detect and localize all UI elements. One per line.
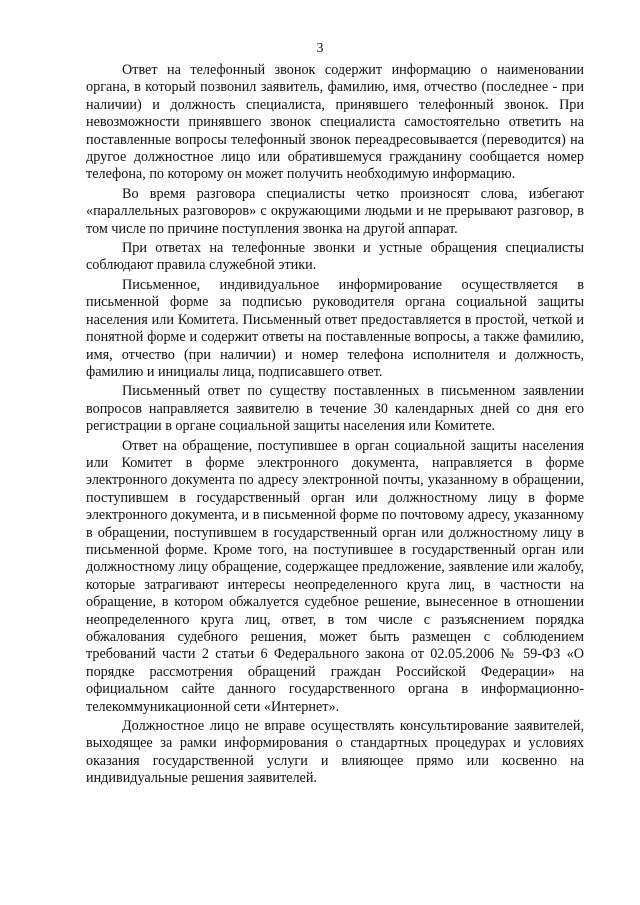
paragraph-written-information: Письменное, индивидуальное информирование осуществляется в письменной форме за подписью руководителя органа социальной защиты населения или Комитета. Письменный ответ предоставляется в простой, четкой и понятной форме и содержит ответы на поставленные вопросы, а также фамилию, имя, отчество (при наличии) и номер телефона исполнителя и должность, фамилию и инициалы лица, подписавшего ответ. (86, 276, 584, 380)
paragraph-consulting-limits: Должностное лицо не вправе осуществлять консультирование заявителей, выходящее за рамки информирования о стандартных процедурах и условиях оказания государственной услуги и влияющее прямо или косвенно на индивидуальные решения заявителей. (86, 718, 584, 787)
paragraph-phone-response: Ответ на телефонный звонок содержит информацию о наименовании органа, в который позвонил заявитель, фамилию, имя, отчество (последнее - при наличии) и должность специалиста, принявшего телефонный звонок. При невозможности принявшего звонок специалиста самостоятельно ответить на поставленные вопросы телефонный звонок переадресовывается (переводится) на другое должностное лицо или обратившемуся гражданину сообщается номер телефона, по которому он может получить необходимую информацию. (86, 62, 584, 183)
document-body (86, 62, 584, 788)
paragraph-conversation-rules: Во время разговора специалисты четко произносят слова, избегают «параллельных разговоров» с окружающими людьми и не прерывают разговор, в том числе по причине поступления звонка на другой аппарат. (86, 185, 584, 237)
paragraph-written-answer-deadline: Письменный ответ по существу поставленных в письменном заявлении вопросов направляется заявителю в течение 30 календарных дней со дня его регистрации в органе социальной защиты населения или Комитете. (86, 383, 584, 435)
page-number: 3 (316, 41, 324, 56)
paragraph-service-ethics: При ответах на телефонные звонки и устные обращения специалисты соблюдают правила служебной этики. (86, 240, 584, 274)
paragraph-electronic-response: Ответ на обращение, поступившее в орган социальной защиты населения или Комитет в форме электронного документа, направляется в форме электронного документа по адресу электронной почты, указанному в обращении, поступившем в государственный орган или должностному лицу в форме электронного документа, и в письменной форме по почтовому адресу, указанному в обращении, поступившем в государственный орган или должностному лицу в письменной форме. Кроме того, на поступившее в государственный орган или должностному лицу обращение, содержащее предложение, заявление или жалобу, которые затрагивают интересы неопределенного круга лиц, в частности на обращение, в котором обжалуется судебное решение, вынесенное в отношении неопределенного круга лиц, ответ, в том числе с разъяснением порядка обжалования судебного решения, может быть размещен с соблюдением требований части 2 статьи 6 Федерального закона от 02.05.2006 № 59-ФЗ «О порядке рассмотрения обращений граждан Российской Федерации» на официальном сайте данного государственного органа в информационно-телекоммуникационной сети «Интернет». (86, 437, 584, 715)
